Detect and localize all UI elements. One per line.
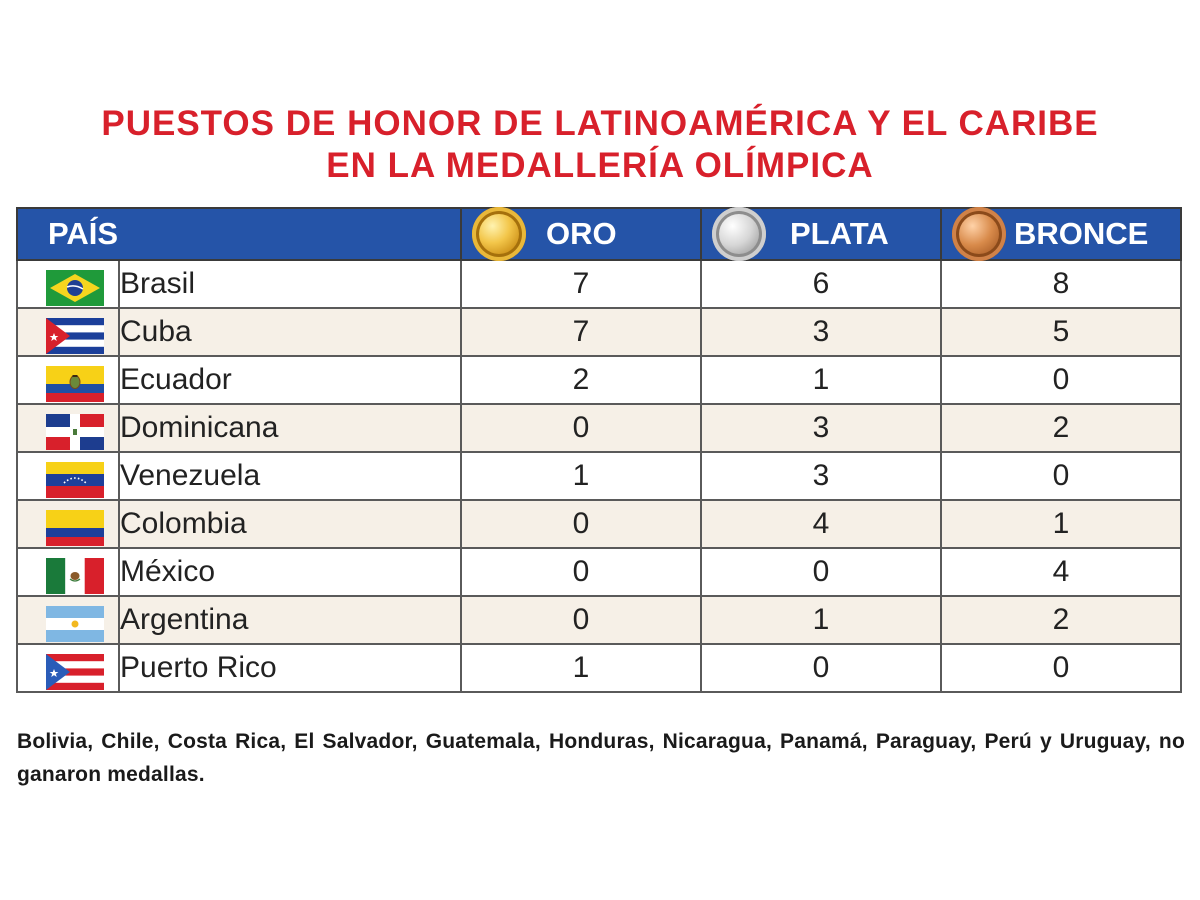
flag-cell bbox=[17, 404, 119, 452]
country-name: Dominicana bbox=[119, 404, 461, 452]
gold-count: 7 bbox=[461, 260, 701, 308]
header-bronze bbox=[941, 208, 1181, 260]
bronze-count: 2 bbox=[941, 404, 1181, 452]
bronze-count: 1 bbox=[941, 500, 1181, 548]
silver-count: 0 bbox=[701, 644, 941, 692]
silver-count: 0 bbox=[701, 548, 941, 596]
gold-count: 0 bbox=[461, 548, 701, 596]
bronze-count: 5 bbox=[941, 308, 1181, 356]
silver-count: 1 bbox=[701, 356, 941, 404]
mexico-flag-icon bbox=[46, 558, 104, 594]
table-row bbox=[17, 596, 1181, 644]
puerto-rico-flag-icon bbox=[46, 654, 104, 690]
argentina-flag-icon bbox=[46, 606, 104, 642]
colombia-flag-icon bbox=[46, 510, 104, 546]
flag-cell bbox=[17, 596, 119, 644]
gold-count: 0 bbox=[461, 404, 701, 452]
bronze-count: 8 bbox=[941, 260, 1181, 308]
cuba-flag-icon bbox=[46, 318, 104, 354]
gold-count: 2 bbox=[461, 356, 701, 404]
header-country: PAÍS bbox=[17, 208, 461, 260]
header-gold-label: ORO bbox=[546, 216, 617, 251]
flag-cell bbox=[17, 308, 119, 356]
footnote: Bolivia, Chile, Costa Rica, El Salvador, Guatemala, Honduras, Nicaragua, Panamá, Paraguay, Perú y Uruguay, no ganaron medallas. bbox=[17, 730, 1185, 786]
table-row bbox=[17, 260, 1181, 308]
table-row bbox=[17, 500, 1181, 548]
silver-count: 4 bbox=[701, 500, 941, 548]
gold-count: 1 bbox=[461, 644, 701, 692]
bronze-count: 0 bbox=[941, 644, 1181, 692]
table-row bbox=[17, 404, 1181, 452]
title-line-2: EN LA MEDALLERÍA OLÍMPICA bbox=[326, 146, 874, 185]
flag-cell bbox=[17, 356, 119, 404]
country-name: México bbox=[119, 548, 461, 596]
title-line-1: PUESTOS DE HONOR DE LATINOAMÉRICA Y EL CARIBE bbox=[101, 104, 1099, 143]
bronze-count: 0 bbox=[941, 356, 1181, 404]
country-name: Ecuador bbox=[119, 356, 461, 404]
silver-count: 1 bbox=[701, 596, 941, 644]
country-name: Argentina bbox=[119, 596, 461, 644]
table-row bbox=[17, 644, 1181, 692]
header-gold bbox=[461, 208, 701, 260]
flag-cell bbox=[17, 260, 119, 308]
table-row bbox=[17, 548, 1181, 596]
ecuador-flag-icon bbox=[46, 366, 104, 402]
silver-count: 3 bbox=[701, 308, 941, 356]
dominican-flag-icon bbox=[46, 414, 104, 450]
gold-medal-icon bbox=[472, 207, 526, 261]
gold-count: 0 bbox=[461, 500, 701, 548]
country-name: Puerto Rico bbox=[119, 644, 461, 692]
venezuela-flag-icon bbox=[46, 462, 104, 498]
bronze-count: 2 bbox=[941, 596, 1181, 644]
page-title bbox=[0, 103, 1200, 187]
flag-cell bbox=[17, 452, 119, 500]
flag-cell bbox=[17, 644, 119, 692]
gold-count: 1 bbox=[461, 452, 701, 500]
header-silver bbox=[701, 208, 941, 260]
brazil-flag-icon bbox=[46, 270, 104, 306]
table-row bbox=[17, 356, 1181, 404]
bronze-count: 4 bbox=[941, 548, 1181, 596]
header-silver-label: PLATA bbox=[790, 216, 889, 251]
bronze-count: 0 bbox=[941, 452, 1181, 500]
table-header-row bbox=[17, 208, 1181, 260]
flag-cell bbox=[17, 500, 119, 548]
flag-cell bbox=[17, 548, 119, 596]
silver-count: 3 bbox=[701, 452, 941, 500]
country-name: Cuba bbox=[119, 308, 461, 356]
medal-table bbox=[16, 207, 1182, 693]
country-name: Brasil bbox=[119, 260, 461, 308]
silver-count: 3 bbox=[701, 404, 941, 452]
bronze-medal-icon bbox=[952, 207, 1006, 261]
table-row bbox=[17, 452, 1181, 500]
silver-medal-icon bbox=[712, 207, 766, 261]
silver-count: 6 bbox=[701, 260, 941, 308]
header-bronze-label: BRONCE bbox=[1014, 216, 1149, 251]
gold-count: 7 bbox=[461, 308, 701, 356]
country-name: Venezuela bbox=[119, 452, 461, 500]
gold-count: 0 bbox=[461, 596, 701, 644]
table-row bbox=[17, 308, 1181, 356]
country-name: Colombia bbox=[119, 500, 461, 548]
